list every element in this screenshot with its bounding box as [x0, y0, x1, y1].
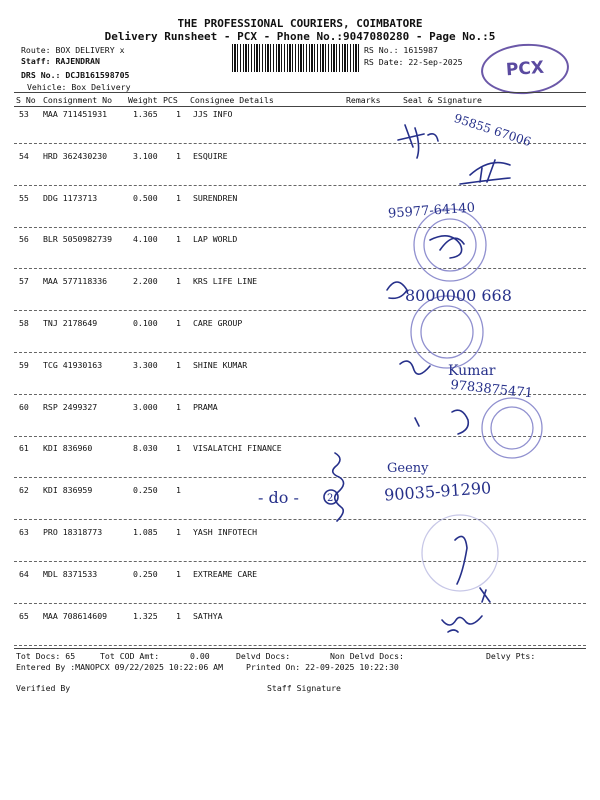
- row-consignee: VISALATCHI FINANCE: [193, 443, 282, 453]
- col-pcs: PCS: [163, 95, 178, 105]
- row-pcs: 1: [176, 485, 181, 495]
- row-weight: 3.100: [133, 151, 158, 161]
- hand-note-59b: 9783875471: [449, 377, 534, 402]
- brace-mark: [333, 453, 344, 521]
- delivery-points: Delvy Pts:: [486, 651, 536, 661]
- row-sno: 59: [19, 360, 29, 370]
- row-sno: 63: [19, 527, 29, 537]
- row-consignee: CARE GROUP: [193, 318, 243, 328]
- row-pcs: 1: [176, 276, 181, 286]
- row-pcs: 1: [176, 527, 181, 537]
- row-weight: 3.000: [133, 402, 158, 412]
- hand-note-53a: 95855 67006: [452, 111, 533, 150]
- hand-note-57: 8000000 668: [405, 286, 512, 305]
- drs-number: DRS No.: DCJB161598705: [21, 70, 130, 80]
- staff-signature: Staff Signature: [267, 683, 341, 693]
- row-consignment: MAA 577118336: [43, 276, 108, 286]
- row-sno: 61: [19, 443, 29, 453]
- pcx-stamp: PCX: [479, 41, 570, 97]
- ditto-number: 2: [327, 493, 334, 504]
- signature-54: [460, 160, 510, 184]
- row-sno: 62: [19, 485, 29, 495]
- row-pcs: 1: [176, 611, 181, 621]
- total-cod-amount: 0.00: [190, 651, 210, 661]
- col-remarks: Remarks: [346, 95, 381, 105]
- row-sno: 65: [19, 611, 29, 621]
- row-weight: 3.300: [133, 360, 158, 370]
- row-consignment: BLR 5050982739: [43, 234, 113, 244]
- runsheet-title: Delivery Runsheet - PCX - Phone No.:9047080280 - Page No.:5: [104, 30, 496, 43]
- total-docs: Tot Docs: 65: [16, 651, 76, 661]
- row-weight: 8.030: [133, 443, 158, 453]
- row-weight: 1.365: [133, 109, 158, 119]
- row-weight: 1.325: [133, 611, 158, 621]
- row-consignment: KDI 836959: [43, 485, 93, 495]
- seal-stamp-58: [411, 296, 483, 368]
- row-weight: 1.085: [133, 527, 158, 537]
- row-weight: 0.250: [133, 569, 158, 579]
- rs-date: RS Date: 22-Sep-2025: [364, 57, 463, 67]
- company-name: THE PROFESSIONAL COURIERS, COIMBATORE: [177, 17, 423, 30]
- row-pcs: 1: [176, 569, 181, 579]
- row-pcs: 1: [176, 443, 181, 453]
- signature-65: [442, 616, 482, 632]
- hand-note-55: 95977-64140: [387, 200, 476, 222]
- row-weight: 0.500: [133, 193, 158, 203]
- row-consignee: KRS LIFE LINE: [193, 276, 258, 286]
- row-consignee: SHINE KUMAR: [193, 360, 248, 370]
- row-weight: 2.200: [133, 276, 158, 286]
- col-weight: Weight: [128, 95, 158, 105]
- hand-note-62-name: Geeny: [387, 461, 429, 476]
- row-sno: 60: [19, 402, 29, 412]
- signature-56: [430, 236, 464, 258]
- row-sno: 53: [19, 109, 29, 119]
- row-sno: 56: [19, 234, 29, 244]
- row-consignment: KDI 836960: [43, 443, 93, 453]
- row-weight: 4.100: [133, 234, 158, 244]
- row-consignee: LAP WORLD: [193, 234, 238, 244]
- signature-59: [400, 361, 430, 374]
- total-cod-label: Tot COD Amt:: [100, 651, 160, 661]
- row-consignee: ESQUIRE: [193, 151, 228, 161]
- row-consignee: PRAMA: [193, 402, 218, 412]
- row-sno: 58: [19, 318, 29, 328]
- row-pcs: 1: [176, 402, 181, 412]
- hand-note-62-phone: 90035-91290: [383, 478, 492, 505]
- row-consignment: TCG 41930163: [43, 360, 103, 370]
- row-pcs: 1: [176, 193, 181, 203]
- row-consignment: MAA 711451931: [43, 109, 108, 119]
- row-consignee: JJS INFO: [193, 109, 233, 119]
- rs-number: RS No.: 1615987: [364, 45, 438, 55]
- col-consignee: Consignee Details: [190, 95, 274, 105]
- row-consignment: PRO 18318773: [43, 527, 103, 537]
- row-consignment: DDG 1173713: [43, 193, 98, 203]
- row-weight: 0.100: [133, 318, 158, 328]
- row-consignment: RSP 2499327: [43, 402, 98, 412]
- hand-note-59a: Kumar: [448, 363, 496, 379]
- row-consignee: SATHYA: [193, 611, 223, 621]
- row-sno: 54: [19, 151, 29, 161]
- row-pcs: 1: [176, 318, 181, 328]
- entered-by: Entered By :MANOPCX 09/22/2025 10:22:06 AM: [16, 662, 224, 672]
- non-delivered-docs: Non Delvd Docs:: [330, 651, 404, 661]
- col-seal-signature: Seal & Signature: [403, 95, 482, 105]
- row-pcs: 1: [176, 234, 181, 244]
- delivered-docs: Delvd Docs:: [236, 651, 291, 661]
- row-consignment: TNJ 2178649: [43, 318, 98, 328]
- row-pcs: 1: [176, 109, 181, 119]
- row-sno: 64: [19, 569, 29, 579]
- verified-by: Verified By: [16, 683, 71, 693]
- printed-on: Printed On: 22-09-2025 10:22:30: [246, 662, 399, 672]
- col-consignment: Consignment No: [43, 95, 113, 105]
- row-consignee: YASH INFOTECH: [193, 527, 258, 537]
- row-sno: 57: [19, 276, 29, 286]
- vehicle-label: Vehicle: Box Delivery: [27, 82, 131, 92]
- row-consignee: SURENDREN: [193, 193, 238, 203]
- signature-60: [415, 410, 468, 434]
- row-pcs: 1: [176, 360, 181, 370]
- row-consignee: EXTREAME CARE: [193, 569, 258, 579]
- signature-57: [387, 282, 407, 298]
- staff-label: Staff: RAJENDRAN: [21, 56, 100, 66]
- route-label: Route: BOX DELIVERY x: [21, 45, 125, 55]
- row-weight: 0.250: [133, 485, 158, 495]
- signature-53: [398, 125, 438, 158]
- row-pcs: 1: [176, 151, 181, 161]
- row-sno: 55: [19, 193, 29, 203]
- seal-stamp-56: [414, 209, 486, 281]
- row-consignment: MAA 708614609: [43, 611, 108, 621]
- ditto-mark: - do -: [258, 488, 299, 507]
- row-consignment: HRD 362430230: [43, 151, 108, 161]
- row-consignment: MDL 8371533: [43, 569, 98, 579]
- col-sno: S No: [16, 95, 36, 105]
- seal-stamp-63: [422, 515, 498, 591]
- signature-64: [455, 536, 490, 602]
